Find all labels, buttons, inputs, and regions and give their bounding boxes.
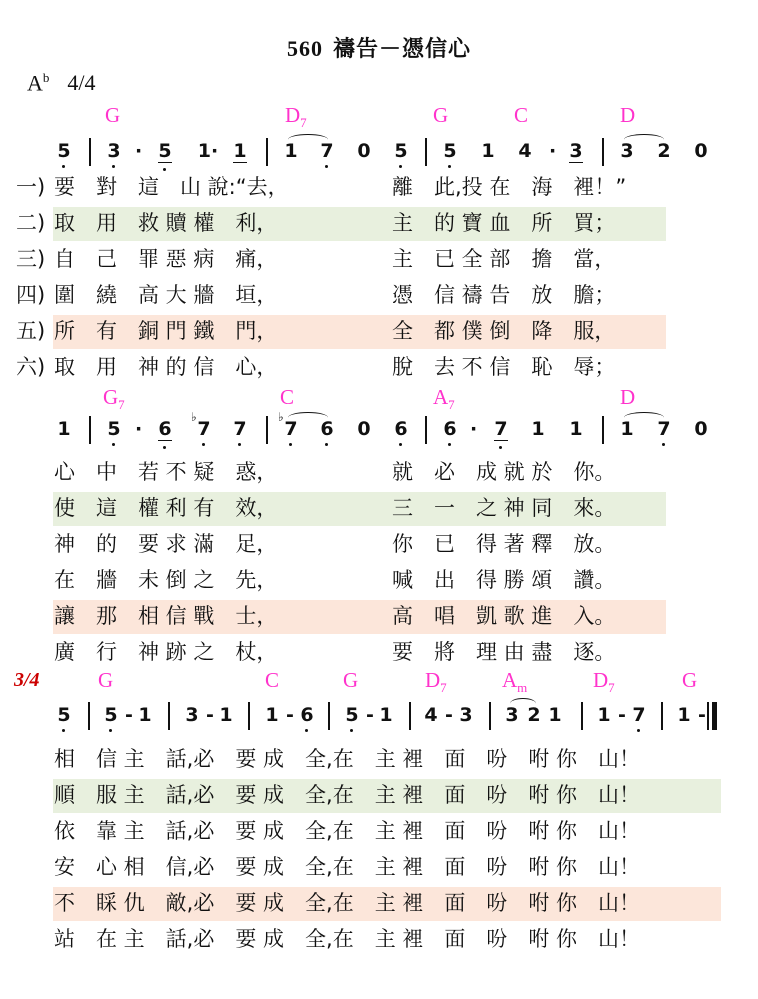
lyric-line: 要 對 這 山 說:“去， (54, 175, 289, 199)
barline (409, 702, 411, 730)
lyric-line: 憑 信 禱 告 放 膽； (392, 283, 616, 307)
lyric-line: 高 唱 凱 歌 進 入。 (392, 604, 616, 628)
note: 1 (481, 140, 495, 162)
note: 6 (158, 418, 172, 440)
chord-symbol (280, 385, 294, 410)
note: 2 (657, 140, 671, 162)
note: - (698, 704, 706, 726)
lyric-line: 心 中 若 不 疑 惑， (54, 460, 278, 484)
flat-icon: ♭ (191, 410, 197, 424)
note: 1 (620, 418, 634, 440)
lyric-line: 讓 那 相 信 戰 士， (54, 604, 278, 628)
chord-root: G (98, 668, 114, 692)
note: 4 (518, 140, 532, 162)
verse-number: 四) (16, 283, 46, 307)
verse-number: 六) (16, 355, 46, 379)
hymn-name: 禱告－憑信心 (332, 36, 471, 61)
note: 5 (57, 140, 71, 162)
chord-symbol (620, 385, 635, 410)
note: 6 (443, 418, 457, 440)
lyric-line: 在 牆 未 倒 之 先， (54, 568, 278, 592)
note: 6 (300, 704, 314, 726)
chord-symbol (514, 103, 528, 128)
chord-root: D (285, 103, 301, 127)
chord-symbol (433, 103, 448, 128)
note: 5 (394, 140, 408, 162)
note: - (286, 704, 294, 726)
barline (602, 138, 604, 166)
note: 0 (357, 418, 371, 440)
note: 0 (694, 140, 708, 162)
note: - (618, 704, 626, 726)
lyric-line: 全 都 僕 倒 降 服， (392, 319, 616, 343)
chord-root: D (620, 385, 636, 409)
note: 3 (185, 704, 199, 726)
meter-change: 3/4 (14, 669, 40, 691)
note: 2 (527, 704, 541, 726)
note: 0 (357, 140, 371, 162)
flat-icon: ♭ (278, 410, 284, 424)
note: 1 (57, 418, 71, 440)
note: 3 (569, 140, 583, 162)
chord-root: G (433, 103, 449, 127)
chord-symbol (265, 668, 279, 693)
note: 7 (197, 418, 211, 440)
lyric-line: 取 用 神 的 信 心， (54, 355, 278, 379)
note: 3 (459, 704, 473, 726)
barline (602, 416, 604, 444)
lyric-line: 依 靠 主 話,必 要 成 全,在 主 裡 面 吩 咐 你 山！ (54, 819, 641, 843)
barline (248, 702, 250, 730)
note: 3 (505, 704, 519, 726)
barline (266, 416, 268, 444)
barline (168, 702, 170, 730)
barline (707, 702, 709, 730)
tie-arc (624, 412, 664, 423)
lyric-line: 順 服 主 話,必 要 成 全,在 主 裡 面 吩 咐 你 山！ (54, 783, 641, 807)
chord-root: D (620, 103, 636, 127)
note: 4 (424, 704, 438, 726)
chord-symbol (502, 668, 527, 696)
chord-quality: 7 (440, 680, 447, 696)
lyric-line: 廣 行 神 跡 之 杖， (54, 640, 278, 664)
barline (661, 702, 663, 730)
barline (328, 702, 330, 730)
note: 1 (548, 704, 562, 726)
lyric-line: 自 己 罪 惡 病 痛， (54, 247, 278, 271)
barline (266, 138, 268, 166)
verse-number: 三) (16, 247, 46, 271)
chord-symbol (620, 103, 635, 128)
note: 7 (494, 418, 508, 440)
chord-symbol (593, 668, 615, 696)
note: 1 (379, 704, 393, 726)
note: 1 (233, 140, 247, 162)
time-signature: 4/4 (67, 70, 96, 96)
barline (89, 138, 91, 166)
chord-symbol (682, 668, 697, 693)
barline (425, 138, 427, 166)
chord-root: D (593, 668, 609, 692)
lyric-line: 神 的 要 求 滿 足， (54, 532, 278, 556)
dotted-rhythm: · (470, 418, 478, 440)
tie-arc (510, 698, 536, 709)
chord-symbol (103, 385, 125, 413)
chord-root: D (425, 668, 441, 692)
lyric-line: 離 此,投 在 海 裡！” (392, 175, 627, 199)
chord-symbol (343, 668, 358, 693)
lyric-line: 所 有 銅 門 鐵 門， (54, 319, 278, 343)
note: 5 (107, 418, 121, 440)
note: 1 (569, 418, 583, 440)
chord-symbol (105, 103, 120, 128)
note: 1 (219, 704, 233, 726)
chord-root: C (265, 668, 280, 692)
tie-arc (624, 134, 664, 145)
lyric-line: 三 一 之 神 同 來。 (392, 496, 616, 520)
tie-arc (288, 412, 328, 423)
chord-quality: 7 (118, 397, 125, 413)
note: 7 (320, 140, 334, 162)
hymn-title (0, 32, 758, 63)
dotted-rhythm: · (549, 140, 557, 162)
tie-arc (288, 134, 328, 145)
key-accidental: b (42, 70, 50, 85)
lyric-line: 要 將 理 由 盡 逐。 (392, 640, 616, 664)
chord-quality: 7 (448, 397, 455, 413)
note: 3 (620, 140, 634, 162)
chord-root: G (343, 668, 359, 692)
note: 5 (443, 140, 457, 162)
note: 5 (104, 704, 118, 726)
lyric-line: 脫 去 不 信 恥 辱； (392, 355, 616, 379)
note: 5 (158, 140, 172, 162)
note: 3 (107, 140, 121, 162)
chord-root: G (682, 668, 698, 692)
lyric-line: 主 已 全 部 擔 當， (392, 247, 616, 271)
lyric-line: 取 用 救 贖 權 利， (54, 211, 278, 235)
lyric-line: 喊 出 得 勝 頌 讚。 (392, 568, 616, 592)
verse-number: 一) (16, 175, 46, 199)
note: 6 (320, 418, 334, 440)
chord-quality: m (517, 680, 528, 696)
chord-symbol (433, 385, 455, 413)
chord-quality: 7 (608, 680, 615, 696)
note: - (445, 704, 453, 726)
note: 1 (677, 704, 691, 726)
barline (581, 702, 583, 730)
chord-quality: 7 (300, 115, 307, 131)
note: 6 (394, 418, 408, 440)
chord-root: A (433, 385, 449, 409)
note: 5 (57, 704, 71, 726)
note: 7 (632, 704, 646, 726)
note: 1 (531, 418, 545, 440)
verse-number: 二) (16, 211, 46, 235)
note: 1 (597, 704, 611, 726)
note: 7 (657, 418, 671, 440)
chord-symbol (425, 668, 447, 696)
chord-root: C (280, 385, 295, 409)
note: 0 (694, 418, 708, 440)
barline (89, 416, 91, 444)
lyric-line: 安 心 相 信,必 要 成 全,在 主 裡 面 吩 咐 你 山！ (54, 855, 641, 879)
lyric-line: 站 在 主 話,必 要 成 全,在 主 裡 面 吩 咐 你 山！ (54, 927, 641, 951)
chord-root: G (105, 103, 121, 127)
note: 1· (197, 140, 219, 162)
key-note: A (27, 70, 43, 96)
lyric-line: 使 這 權 利 有 效， (54, 496, 278, 520)
note: 1 (265, 704, 279, 726)
lyric-line: 主 的 寶 血 所 買； (392, 211, 616, 235)
note: - (366, 704, 374, 726)
note: 7 (233, 418, 247, 440)
chord-root: G (103, 385, 119, 409)
chord-root: C (514, 103, 529, 127)
hymn-number: 560 (286, 36, 323, 61)
chord-root: A (502, 668, 518, 692)
lyric-line: 圍 繞 高 大 牆 垣， (54, 283, 278, 307)
dotted-rhythm: · (135, 140, 143, 162)
verse-number: 五) (16, 319, 46, 343)
barline (489, 702, 491, 730)
lyric-line: 不 睬 仇 敵,必 要 成 全,在 主 裡 面 吩 咐 你 山！ (54, 891, 641, 915)
chord-symbol (285, 103, 307, 131)
lyric-line: 相 信 主 話,必 要 成 全,在 主 裡 面 吩 咐 你 山！ (54, 747, 641, 771)
note: 1 (284, 140, 298, 162)
dotted-rhythm: · (135, 418, 143, 440)
chord-symbol (98, 668, 113, 693)
note: - (125, 704, 133, 726)
key-signature (27, 70, 96, 96)
barline (88, 702, 90, 730)
note: 5 (345, 704, 359, 726)
barline (425, 416, 427, 444)
lyric-line: 就 必 成 就 於 你。 (392, 460, 616, 484)
note: 7 (284, 418, 298, 440)
lyric-line: 你 已 得 著 釋 放。 (392, 532, 616, 556)
note: 1 (138, 704, 152, 726)
note: - (206, 704, 214, 726)
final-barline (712, 702, 717, 730)
